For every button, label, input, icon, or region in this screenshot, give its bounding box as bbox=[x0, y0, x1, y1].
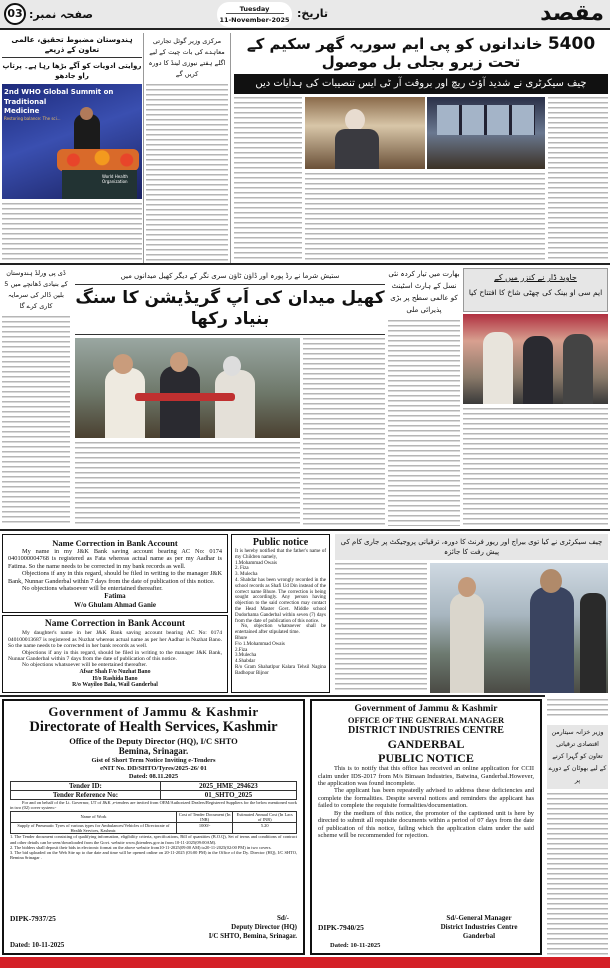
stent-column bbox=[388, 268, 460, 526]
page-number-block bbox=[4, 3, 93, 25]
tawi-barrage-visit-photo bbox=[430, 563, 608, 693]
stent-article-body bbox=[388, 320, 460, 526]
date-box bbox=[217, 2, 292, 27]
goyal-headline: مرکزی وزیر گوئل تجارتی معاہدے کی بات چیت کے لیے اگلے ہفتے نیوزی لینڈ کا دورہ کریں گے bbox=[148, 37, 226, 78]
bank-column bbox=[463, 268, 608, 526]
tender-work-table: Name of Work Cost of Tender Document (In INR) Estimated Annual Cost (In Lacs of INR) Supply of Pneumatic Tyres of various types for Ambulances/Vehicles of Directorate of Health Services, Kashmir. 1000/- 5.20 bbox=[10, 811, 297, 835]
notice-name-correction-nuzhat: Name Correction in Bank Account My daughter's name in her J&K Bank saving account bearing AC No: 0174 040100013687 is registered as Nuzhat whereas actual name as per her Aadhar is Nuzhat Bano. So the name needs to be corrected in her bank records as well. Objections if any in this regard, should be filed in writing to the manager J&K Bank, Nunnar Ganderbal within 7 days from the date of publication of this notice. No objections whatsoever will be entertained thereafter. Afsar Shah F/o Nuzhat Bano H/o Rashida Bano R/o Wayiloo Bala, Wail Ganderbal bbox=[2, 615, 228, 693]
playground-column bbox=[75, 268, 385, 526]
bank-article-body bbox=[463, 408, 608, 526]
video-conference-photo bbox=[427, 97, 545, 169]
lead-article-body-3 bbox=[548, 97, 608, 261]
who-summit-photo: 2nd WHO Global Summit on Traditional Medicine Restoring balance: The sci... World Health Organization bbox=[2, 84, 142, 199]
who-article-body bbox=[2, 203, 142, 261]
lead-article-body bbox=[234, 97, 302, 261]
lead-article-body-2 bbox=[305, 173, 545, 261]
dp-world-headline: ڈی پی ورلڈ ہندوستان کے بنیادی ڈھانچے میں 5 بلین ڈالر کی سرمایہ کاری کرے گا bbox=[4, 269, 68, 310]
tender-id-table: Tender ID: 2025_HME_294623 Tender Reference No: 01_SHTO_2025 bbox=[10, 781, 297, 800]
lead-subheadline: چیف سیکرٹری نے شدید آؤٹ ریچ اور بروقت آر ٹی ایس تنصیبات کی ہدایات دیں bbox=[234, 74, 608, 94]
sitharaman-column bbox=[547, 699, 608, 955]
who-headline-1: ہندوستان مضبوط تحقیق، عالمی تعاون کے ذریعے bbox=[2, 35, 142, 58]
column-divider bbox=[143, 33, 144, 263]
bank-headline-1: جاوید ڈار نے کنزر میں کے bbox=[494, 273, 577, 282]
lower-section bbox=[0, 531, 610, 968]
notice-name-correction-fatima: Name Correction in Bank Account My name in my J&K Bank saving account bearing AC No: 0174 0401000004768 is registered as Fata whereas actual name as per my Aadhar is Fatima. So the name needs to be corrected in my bank records as well. Objections if any in this regard, should be filed in writing to the manager J&K Bank, Nunnar Ganderbal within 7 days from the date of publication of this notice. No objections whatsoever will be entertained thereafter. Fatima W/o Ghulam Ahmad Ganie bbox=[2, 534, 228, 613]
playground-ceremony-photo bbox=[75, 338, 300, 438]
sitharaman-headline: وزیر خزانہ سیتارمن اقتصادی ترقیاتی تعاون کو گہرا کرنے کے لیے بھوٹان کے دورے پر bbox=[547, 725, 608, 789]
playground-headline: کھیل میدان کی اَپ گریڈیشن کا سنگ بنیاد رکھا bbox=[75, 285, 385, 335]
section-divider bbox=[0, 263, 610, 265]
date-label: تاریخ: bbox=[297, 7, 329, 20]
tawi-article-body bbox=[335, 563, 427, 693]
who-story-column bbox=[2, 35, 142, 261]
chief-secretary-meeting-photo bbox=[305, 97, 425, 169]
bank-headline-box bbox=[463, 268, 608, 312]
page-label: صفحہ نمبر: bbox=[29, 7, 93, 21]
date: 11-November-2025 bbox=[219, 16, 290, 24]
stent-headline: بھارت میں تیار کردہ نئی نسل کے ہارٹ اسٹینٹ کو عالمی سطح پر بڑی پذیرائی ملی bbox=[388, 270, 460, 314]
goyal-story-column bbox=[146, 36, 228, 261]
playground-article-body-2 bbox=[75, 442, 300, 526]
flower-podium bbox=[57, 149, 139, 171]
health-services-tender-notice: Government of Jammu & Kashmir Directorate of Health Services, Kashmir Office of the Deputy Director (HQ), I/C SHTO Bemina, Srinagar. Gist of Short Term Notice Inviting e-Tenders eNIT No. DD/SHTO/Tyres/2025-26/ 01 Dated: 08.11.2025 Tender ID: 2025_HME_294623 Tender Reference No: 01_SHTO_2025 For and on behalf of the Lt. Governor, UT of J&K ,e-tenders are invited from OEM/Authorized Dealers/Registered Suppliers for the below mentioned work in two (02) cover system:- Name of Work Cost of Tender Document (In INR) Estimated Annual Cost (In Lacs of INR) Supply of Pneumatic Tyres of various types for Ambulances/Vehicles of Directorate of Health Services, Kashmir. 1000/- 5.20 1. The Tender document consisting of qualifying information, eligibility criteria, specifications, Bill of quantities (B.O.Q), Set of terms and conditions of contract and other details can be seen/downloaded from the Govt. website www.jktenders.gov.in from 10-11-2025(09:00AM). 2. The bidders shall deposit their bids in electronic format on the above website from10-11-2025(09:00 AM) to20-11-2025(02:00 PM) in two covers. 3. The bid uploaded on the Web Site up to due date and time will be opened online on 20-11-2025 (03:00 PM) in the Office of the Dy. Director (HQ), I/C SHTO, Bemina Srinagar . DIPK-7937/25 Sd/- Deputy Director (HQ) I/C SHTO, Bemina, Srinagar. Dated: 10-11-2025 bbox=[2, 699, 305, 955]
dipk-number: DIPK-7940/25 bbox=[318, 923, 364, 933]
dp-world-article-body bbox=[2, 316, 70, 526]
bank-headline-2: ایم سی او بینک کی چھٹی شاخ کا افتتاح کیا bbox=[468, 288, 603, 297]
tawi-headline: چیف سیکرٹری نے کیا توی بیراج اور ریور فرنٹ کا دورہ، ترقیاتی پروجیکٹ پر جاری کام کی پیش رفت کا جائزہ bbox=[335, 534, 608, 560]
sitharaman-article-body bbox=[547, 793, 608, 955]
district-industries-public-notice: Government of Jammu & Kashmir OFFICE OF THE GENERAL MANAGER DISTRICT INDUSTRIES CENTRE GANDERBAL PUBLIC NOTICE This is to notify that this office has received an online application for CCII claim under IDS-2017 from M/s Bimaan Industries, Batwina, Ganderbal.However, the application was found incomplete. The applicant has been repeatedly advised to address these deficiencies and complete the formalities. Despite several notices and reminders the applicant has failed to complete the requisite formalities/documentation. By the medium of this notice, the promoter of the captioned unit is here by directed to submit all requisite documents within a period of 07 days from the date of publication of this notice, failing which the application claim under the said scheme will be recommended for rejection. DIPK-7940/25 Sd/-General Manager District Industries Centre Ganderbal Dated: 10-11-2025 bbox=[310, 699, 542, 955]
dp-world-column bbox=[2, 268, 70, 526]
masthead bbox=[0, 0, 610, 30]
column-divider bbox=[230, 33, 231, 263]
public-notice: Public notice It is hereby notified that the father's name of my Children namely, 1.Mohammad Owais 2. Fiza 3. Mulecha 4. Shabdar has been wrongly recorded in the school records as Shafi Ud Din instead of the correct name Bhure. The correction is being sought accordingly. Any person having objection to the said correction may contact the Head Master Govt. Middle school Dudorhama Ganderbal within seven (7) days from the date of publication of this notice. No, objection whatsoever shall be entertained after stipulated time. Bhure F/o 1.Mohammad Owais 2.Fiza 3.Mulecha 4.Shabdar R/o Gram Shahatlpur Kalara Tehsil Nagina Badhopur Bijnor bbox=[231, 534, 330, 693]
lead-story-column bbox=[234, 35, 608, 261]
section-divider bbox=[0, 695, 545, 697]
playground-article-body bbox=[303, 338, 385, 526]
day: Tuesday bbox=[226, 5, 284, 14]
bank-inauguration-photo bbox=[463, 314, 608, 404]
newspaper-logo: مقصد bbox=[540, 1, 604, 26]
playground-kicker: ستیش شرما نے رڈ پورہ اور ڈاؤن ٹاؤن سری نگر کے دیگر کھیل میدانوں میں bbox=[75, 268, 385, 285]
page-number: 03 bbox=[4, 3, 26, 25]
lead-headline: 5400 خاندانوں کو پی ایم سوریہ گھر سکیم کے تحت زیرو بجلی بل موصول bbox=[246, 34, 596, 71]
footer-bar bbox=[0, 957, 610, 968]
right-column-article-body bbox=[547, 699, 608, 719]
speaker-head bbox=[80, 107, 93, 120]
goyal-article-body bbox=[146, 84, 228, 261]
dipk-number: DIPK-7937/25 bbox=[10, 914, 56, 924]
tawi-story-column bbox=[335, 534, 608, 693]
who-headline-2: روایتی ادویات کو آگے بڑھا رہا ہے۔ پرتاپ راو جادھو bbox=[2, 62, 142, 80]
